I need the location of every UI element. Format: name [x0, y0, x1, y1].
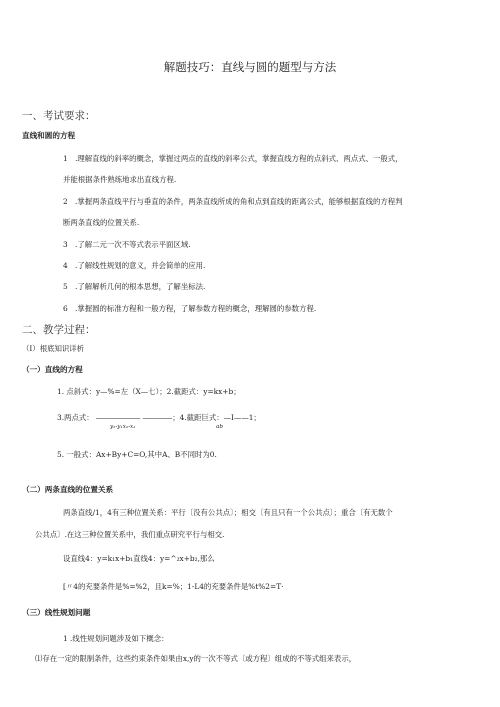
item-1-line-1: .理解直线的斜率的概念，掌握过两点的直线的斜率公式，掌握直线方程的点斜式、两点式、一般式， — [75, 154, 403, 163]
sub3-heading: （三）线性规划问题 — [22, 608, 91, 617]
sub2-paragraph-3: 设直线4：y=k₁x+b₁直线4：y=^₂x+b₂,那么 — [63, 554, 215, 563]
section2-heading: 二、教学过程： — [22, 324, 96, 336]
page-title: 解题技巧：直线与圆的题型与方法 — [163, 60, 337, 74]
item-6-line-1: .掌握圆的标准方程和一般方程，了解参数方程的概念，理解圆的参数方程. — [75, 304, 317, 313]
item-5-number: 5 — [63, 282, 68, 291]
section2-part1: （I）根底知识详析 — [22, 344, 85, 353]
formula-line-2: 3.两点式： ―――――― ――――；4.截距巨式：—I——1； — [57, 413, 261, 422]
item-6-number: 6 — [63, 304, 68, 313]
item-2-line-1: .掌握两条直线平行与垂直的条件，两条直线所成的角和点到直线的距离公式，能够根据直线的方程判 — [75, 197, 403, 206]
sub2-paragraph-4: [〃4的充要条件是%=%2，且k=%；1-L4的充要条件是%t%2=T· — [63, 582, 284, 591]
section1-subheading: 直线和圆的方程 — [22, 131, 76, 140]
sub1-heading: （一）直线的方程 — [22, 365, 83, 374]
item-4-number: 4 — [63, 261, 68, 270]
item-1-number: 1 — [63, 154, 68, 163]
sub2-paragraph-1: 两条直线/1，4有三种位置关系：平行〔没有公共点〕；相交〔有且只有一个公共点〕；重合〔有无数个 — [63, 508, 393, 517]
sub3-line-2: ⑴存在一定的限制条件，这些约束条件如果由x,y的一次不等式〔或方程〕组成的不等式组来表示， — [35, 654, 357, 663]
item-2-line-2: 断两条直线的位置关系. — [63, 218, 140, 227]
item-2-number: 2 — [63, 197, 68, 206]
item-4-line-1: .了解线性规划的意义，并会简单的应用. — [75, 261, 206, 270]
item-5-line-1: .了解解析几何的根本思想，了解坐标法. — [75, 282, 206, 291]
sub2-heading: （二）两条直线的位置关系 — [22, 485, 114, 494]
sub2-paragraph-2: 公共点〕.在这三种位置关系中，我们重点研究平行与相交. — [35, 530, 225, 539]
section1-heading: 一、考试要求： — [22, 110, 96, 122]
item-1-line-2: 并能根据条件熟练地求出直线方程. — [63, 175, 177, 184]
item-3-line-1: .了解二元一次不等式表示平面区域. — [75, 240, 191, 249]
formula-line-3: 5. 一般式：Ax+By+C=O,其中A、B不同时为0. — [57, 450, 217, 459]
formula-line-1: 1. 点斜式：y—%=左（X—七）；2.截距式：y=kx+b； — [57, 387, 241, 396]
formula-line-2-denominator-right: ab — [216, 424, 223, 430]
item-3-number: 3 — [63, 240, 68, 249]
sub3-line-1: 1 .线性规划问题涉及如下概念： — [63, 634, 169, 643]
formula-line-2-denominator-left: y₂-y₁x₂-x₁ — [110, 424, 136, 430]
